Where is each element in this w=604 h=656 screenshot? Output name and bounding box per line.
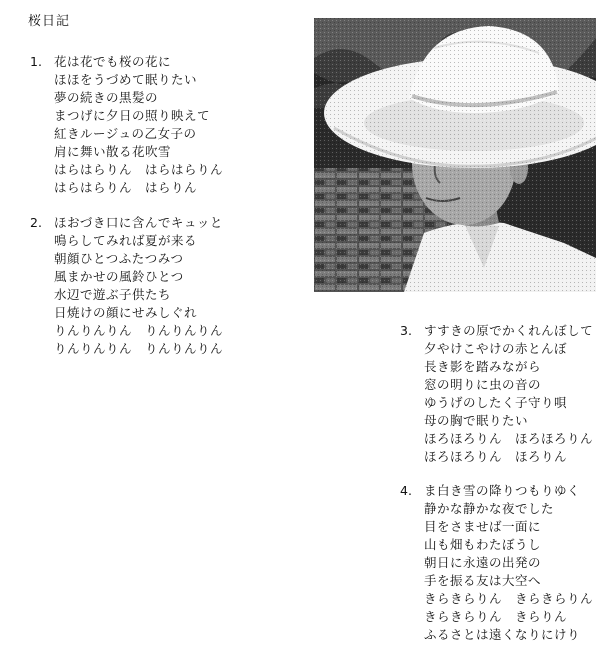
verse-line: ま白き雪の降りつもりゆく [424,483,581,498]
verse-line: 母の胸で眠りたい [424,413,529,428]
verse-number: 1. [30,54,42,69]
verse-line: 手を振る友は大空へ [424,573,542,588]
verse-line: りんりんりん りんりんりん [54,323,224,338]
verse-number: 3. [400,323,412,338]
portrait-image [314,18,596,292]
verse-line: まつげに夕日の照り映えて [54,108,211,123]
verse-line: 夢の続きの黒髪の [54,90,159,105]
verse-line: ほろほろりん ほろほろりん [424,431,594,446]
verse-line: 目をさませば一面に [424,519,542,534]
verse-line: 鳴らしてみれば夏が来る [54,233,198,248]
verse-line: 長き影を踏みながら [424,359,542,374]
verse-line: ほおづき口に含んでキュッと [54,215,223,230]
verse-line: 水辺で遊ぶ子供たち [54,287,172,302]
verse-number: 4. [400,483,412,498]
verse-lines [424,322,593,466]
verse-line: ほほをうづめて眠りたい [54,72,198,87]
verse-line: ほろほろりん ほろりん [424,449,568,464]
verse-line: 朝顔ひとつふたつみつ [54,251,184,266]
verse-line: 肩に舞い散る花吹雪 [54,144,172,159]
verse-line: ふるさとは遠くなりにけり [424,627,581,642]
verse-lines [424,482,593,644]
verse-line: 夕やけこやけの赤とんぼ [424,341,568,356]
verse-line: きらきらりん きらきらりん [424,591,594,606]
portrait-photo [314,18,596,292]
verse-number: 2. [30,215,42,230]
verse-line: 日焼けの顔にせみしぐれ [54,305,198,320]
verse-line: はらはらりん はらはらりん [54,162,224,177]
verse-line: 花は花でも桜の花に [54,54,172,69]
verse-line: はらはらりん はらりん [54,180,198,195]
verse-lines [54,214,223,358]
verse-line: 静かな静かな夜でした [424,501,555,516]
verse-line: きらきらりん きらりん [424,609,568,624]
verse-line: 朝日に永遠の出発の [424,555,542,570]
verse-line: りんりんりん りんりんりん [54,341,224,356]
verse-line: 山も畑もわたぼうし [424,537,542,552]
verse-line: すすきの原でかくれんぼして [424,323,594,338]
page-title: 桜日記 [28,14,71,29]
verse-line: 窓の明りに虫の音の [424,377,542,392]
verse-line: ゆうげのしたく子守り唄 [424,395,568,410]
verse-line: 風まかせの風鈴ひとつ [54,269,184,284]
verse-lines [54,53,223,197]
verse-line: 紅きルージュの乙女子の [54,126,197,141]
